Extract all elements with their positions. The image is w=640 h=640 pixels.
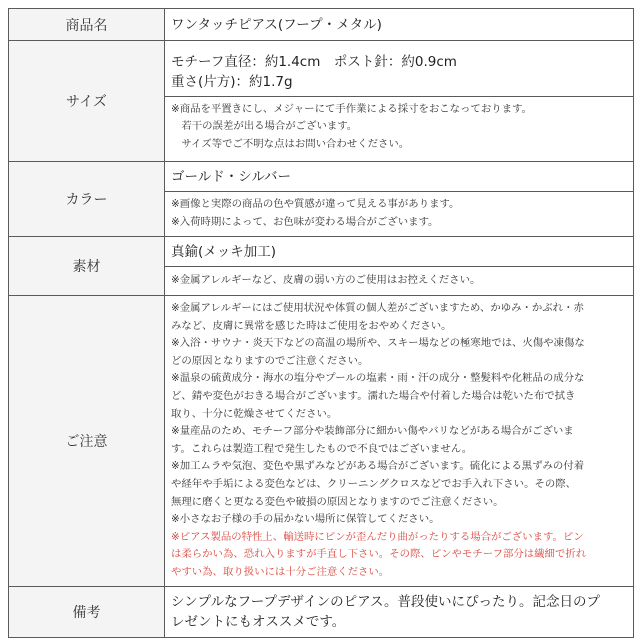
- note-line: ど、錆や変色がおきる場合がございます。濡れた場合や付着した場合は乾いた布で拭き: [171, 389, 576, 402]
- label-material: 素材: [9, 237, 165, 296]
- note-line: どの原因となりますのでご注意ください。: [171, 354, 369, 367]
- label-remarks: 備考: [9, 586, 165, 637]
- note-line: ※金属アレルギーなど、皮膚の弱い方のご使用はお控えください。: [171, 273, 481, 286]
- note-line: ※入荷時期によって、お色味が変わる場合がございます。: [171, 215, 439, 228]
- note-line: ※画像と実際の商品の色や質感が違って見える事があります。: [171, 197, 460, 210]
- note-line: ※量産品のため、モチーフ部分や装飾部分に細かい傷やバリなどがある場合がございま: [171, 425, 574, 438]
- note-line: ※小さなお子様の手の届かない場所に保管してください。: [171, 513, 440, 526]
- note-line: ※商品を平置きにし、メジャーにて手作業による採寸をおこなっております。: [171, 102, 532, 115]
- note-line: ※温泉の硫黄成分・海水の塩分やプールの塩素・雨・汗の成分・整髪料や化粧品の成分な: [171, 372, 585, 385]
- note-line: ※加工ムラや気泡、変色や黒ずみなどがある場合がございます。硫化による黒ずみの付着: [171, 460, 585, 473]
- note-line: みなど、皮膚に異常を感じた時はご使用をおやめください。: [171, 319, 452, 332]
- value-product: [165, 9, 634, 41]
- product-spec-sheet: [8, 8, 632, 632]
- color-value: ゴールド・シルバー: [171, 168, 291, 185]
- label-size: サイズ: [9, 41, 165, 162]
- label-caution: ご注意: [9, 296, 165, 587]
- size-notes: [165, 96, 633, 157]
- label-color: カラー: [9, 162, 165, 237]
- value-remarks: [165, 586, 634, 637]
- row-product: [9, 9, 634, 41]
- note-line: サイズ等でご不明な点はお問い合わせください。: [171, 137, 410, 150]
- product-name: ワンタッチピアス(フープ・メタル): [171, 16, 382, 33]
- value-size: [165, 41, 634, 162]
- material-notes: [165, 266, 633, 295]
- material-value: 真鍮(メッキ加工): [171, 243, 277, 260]
- note-line: 無理に磨くと更なる変色や破損の原因となりますのでご注意ください。: [171, 495, 504, 508]
- remarks-line: レゼントにもオススメです。: [171, 613, 346, 630]
- note-line: す。これらは製造工程で発生したもので不良ではございません。: [171, 442, 473, 455]
- spec-table: [8, 8, 634, 638]
- color-notes: [165, 191, 633, 235]
- note-line: 取り、十分に乾燥させてください。: [171, 407, 338, 420]
- row-caution: [9, 296, 634, 587]
- value-color: [165, 162, 634, 237]
- size-dimensions: モチーフ直径：約1.4cm ポスト針：約0.9cm: [171, 53, 457, 70]
- note-line: ※金属アレルギーにはご使用状況や体質の個人差がございますため、かゆみ・かぶれ・赤: [171, 302, 584, 314]
- row-remarks: [9, 586, 634, 637]
- caution-notes: [165, 296, 633, 586]
- value-material: [165, 237, 634, 296]
- warning-line: ※ピアス製品の特性上、輸送時にピンが歪んだり曲がったりする場合がございます。ピン: [171, 530, 584, 543]
- warning-line: やすい為、取り扱いには十分ご注意ください。: [171, 565, 390, 578]
- note-line: ※入浴・サウナ・炎天下などの高温の場所や、スキー場などの極寒地では、火傷や凍傷な: [171, 337, 585, 350]
- remarks-line: シンプルなフープデザインのピアス。普段使いにぴったり。記念日のプ: [171, 593, 600, 610]
- note-line: 若干の誤差が出る場合がございます。: [171, 120, 358, 133]
- label-product: 商品名: [9, 9, 165, 41]
- size-weight: 重さ(片方)：約1.7g: [171, 73, 293, 90]
- row-color: [9, 162, 634, 237]
- value-caution: [165, 296, 634, 587]
- warning-line: は柔らかい為、恐れ入りますが手直し下さい。その際、ピンやモチーフ部分は繊細で折れ: [171, 548, 587, 561]
- note-line: や経年や手垢による変色などは、クリーニングクロスなどでお手入れ下さい。その際、: [171, 477, 577, 490]
- row-material: [9, 237, 634, 296]
- row-size: [9, 41, 634, 162]
